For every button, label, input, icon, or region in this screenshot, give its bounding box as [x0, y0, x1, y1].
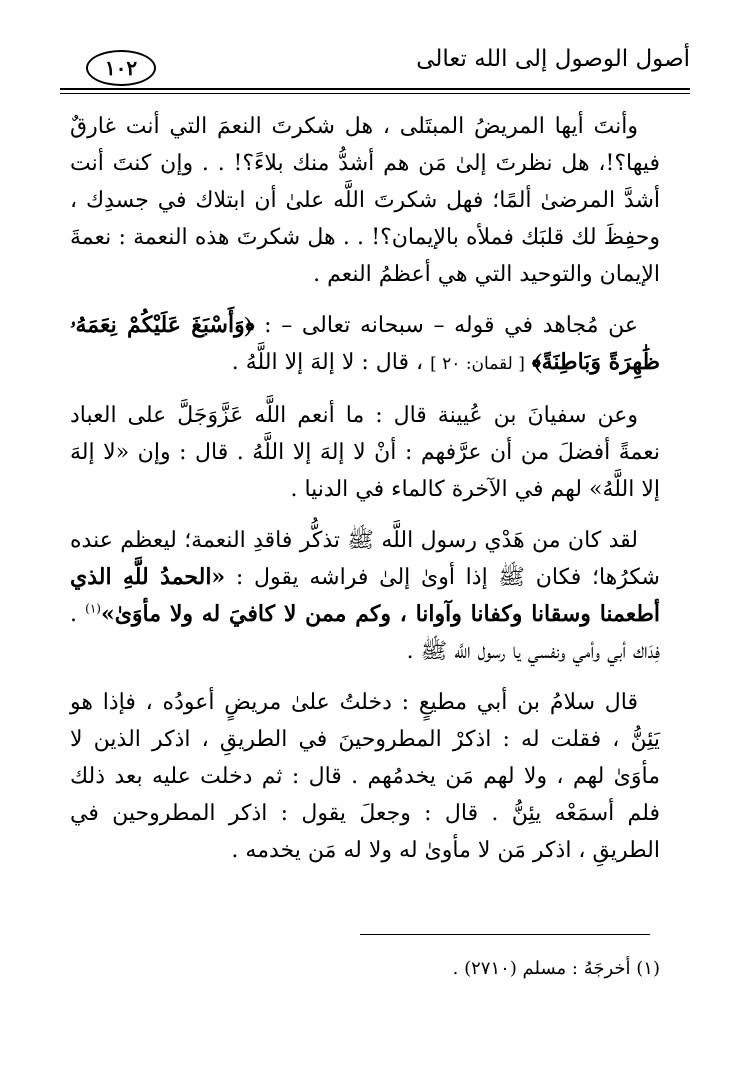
footnote-marker[interactable]: (١): [85, 601, 101, 616]
paragraph-1: وأنتَ أيها المريضُ المبتَلى ، هل شكرتَ النعمَ التي أنت غارقٌ فيها؟!، هل نظرتَ إلىٰ مَن هم أشدُّ منك بلاءً؟! . . وإن كنتَ أنت أشدَّ المرضىٰ ألمًا؛ فهل شكرتَ اللَّه علىٰ أن ابتلاك في جسدِك ، وحفِظَ لك قلبَك فملأه بالإيمان؟! . . هل شكرتَ هذه النعمة : نعمةَ الإيمان والتوحيد التي هي أعظمُ النعم .: [70, 114, 660, 287]
quran-verse: ﴿وَأَسْبَغَ عَلَيْكُمْ نِعَمَهُۥ ظَٰهِرَةً وَبَاطِنَةً﴾: [70, 312, 660, 375]
footnote: (١) أخرجَهُ : مسلم (٢٧١٠) .: [452, 958, 660, 979]
paragraph-4-rest: . فِدَاك أبي وأمي ونفسي يا رسول اللَّه ﷺ .: [70, 602, 660, 664]
paragraph-2-rest: ، قال : لا إلهَ إلا اللَّهُ .: [231, 350, 424, 375]
footnote-rule: [360, 934, 650, 935]
paragraph-4-intro: لقد كان من هَدْي رسول اللَّه ﷺ تذكُّر فاقدِ النعمة؛ ليعظم عنده شكرُها؛ فكان ﷺ إذا أوىٰ إلىٰ فراشه يقول :: [70, 528, 660, 590]
paragraph-2-intro: عن مُجاهد في قوله – سبحانه تعالى – :: [264, 313, 639, 338]
paragraph-2: [70, 307, 660, 383]
page-body: [70, 108, 660, 883]
header-rule-thin: [60, 93, 690, 94]
page-number-badge: ١٠٢: [86, 50, 156, 86]
hadith-quote: «الحمدُ للَّهِ الذي أطعمنا وسقانا وكفانا وآوانا ، وكم ممن لا كافيَ له ولا مأوَىٰ»: [70, 564, 661, 627]
book-title: أصول الوصول إلى الله تعالى: [416, 46, 690, 72]
paragraph-5: قال سلامُ بن أبي مطيعٍ : دخلتُ علىٰ مريضٍ أعودُه ، فإذا هو يَئِنُّ ، فقلت له : اذكرْ المطروحينَ في الطريقِ ، اذكر الذين لا مأوَىٰ لهم ، ولا لهم مَن يخدمُهم . قال : ثم دخلت عليه بعد ذلك فلم أسمَعْه يئِنُّ . قال : وجعلَ يقول : اذكر المطروحين في الطريقِ ، اذكر مَن لا مأوىٰ له ولا له مَن يخدمه .: [70, 690, 660, 863]
page-header: [60, 38, 690, 90]
quran-reference: [ لقمان: ٢٠ ]: [430, 354, 525, 374]
paragraph-4: [70, 522, 660, 670]
paragraph-3: وعن سفيانَ بن عُيينة قال : ما أنعم اللَّه عَزَّوَجَلَّ على العباد نعمةً أفضلَ من أن عرَّفهم : أنْ لا إلهَ إلا اللَّهُ . قال : وإن «لا إلهَ إلا اللَّهُ» لهم في الآخرة كالماء في الدنيا .: [70, 403, 660, 502]
header-rule-thick: [60, 88, 690, 90]
